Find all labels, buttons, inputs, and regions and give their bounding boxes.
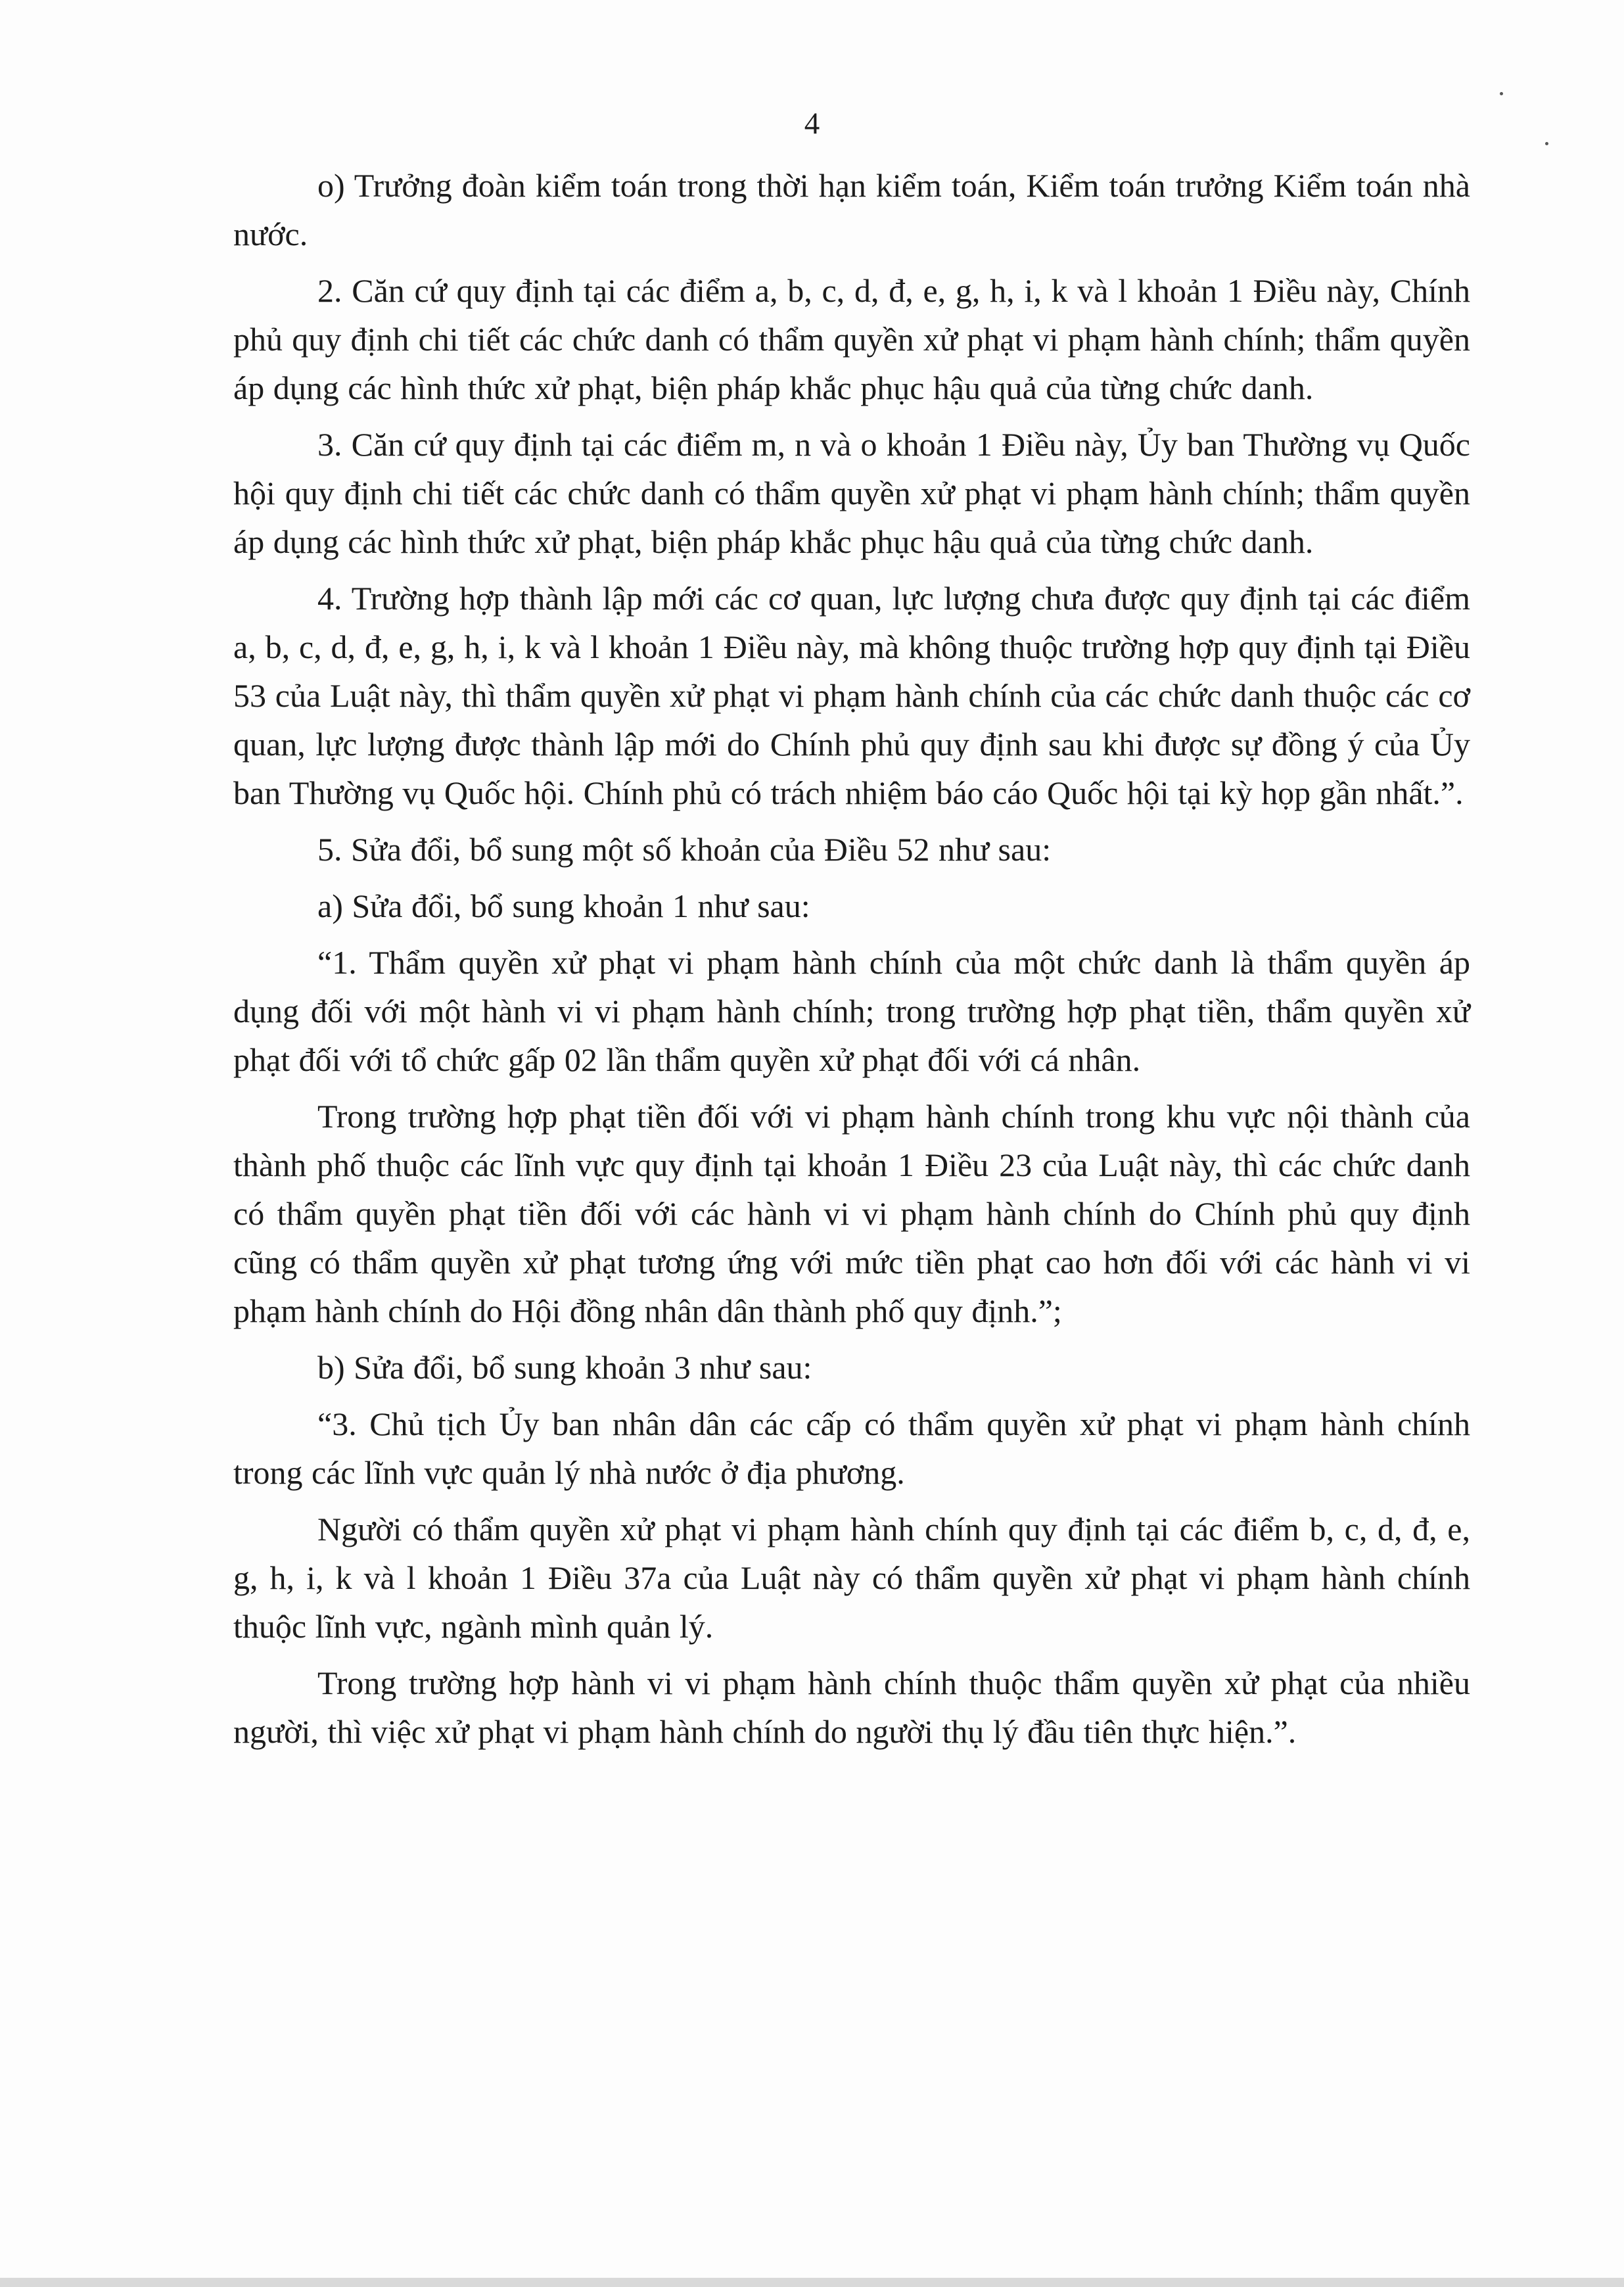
- paragraph-item-5: 5. Sửa đổi, bổ sung một số khoản của Điều 52 như sau:: [317, 831, 1052, 868]
- page-number: 4: [804, 106, 820, 141]
- scan-speck: [1545, 142, 1548, 145]
- paragraph-first-handler: Trong trường hợp hành vi vi phạm hành chính thuộc thẩm quyền xử phạt của nhiều người, thì việc xử phạt vi phạm hành chính do người thụ lý đầu tiên thực hiện.”.: [233, 1664, 1470, 1750]
- paragraph-fine-urban: Trong trường hợp phạt tiền đối với vi phạm hành chính trong khu vực nội thành của thành phố thuộc các lĩnh vực quy định tại khoản 1 Điều 23 của Luật này, thì các chức danh có thẩm quyền phạt tiền đối với các hành vi vi phạm hành chính do Chính phủ quy định cũng có thẩm quyền xử phạt tương ứng với mức tiền phạt cao hơn đối với các hành vi vi phạm hành chính do Hội đồng nhân dân thành phố quy định.”;: [233, 1098, 1470, 1329]
- paragraph-clause-o: o) Trưởng đoàn kiểm toán trong thời hạn kiểm toán, Kiểm toán trưởng Kiểm toán nhà nước.: [233, 167, 1470, 252]
- paragraph-item-4: 4. Trường hợp thành lập mới các cơ quan, lực lượng chưa được quy định tại các điểm a, b, c, d, đ, e, g, h, i, k và l khoản 1 Điều này, mà không thuộc trường hợp quy định tại Điều 53 của Luật này, thì thẩm quyền xử phạt vi phạm hành chính của các chức danh thuộc các cơ quan, lực lượng được thành lập mới do Chính phủ quy định sau khi được sự đồng ý của Ủy ban Thường vụ Quốc hội. Chính phủ có trách nhiệm báo cáo Quốc hội tại kỳ họp gần nhất.”.: [233, 580, 1470, 811]
- scan-speck: [1500, 92, 1503, 95]
- scan-bottom-edge: [0, 2278, 1624, 2287]
- paragraph-point-b: b) Sửa đổi, bổ sung khoản 3 như sau:: [317, 1349, 812, 1386]
- document-body: [233, 161, 1470, 1756]
- paragraph-item-3: 3. Căn cứ quy định tại các điểm m, n và o khoản 1 Điều này, Ủy ban Thường vụ Quốc hội quy định chi tiết các chức danh có thẩm quyền xử phạt vi phạm hành chính; thẩm quyền áp dụng các hình thức xử phạt, biện pháp khắc phục hậu quả của từng chức danh.: [233, 426, 1470, 560]
- paragraph-quoted-clause-1: “1. Thẩm quyền xử phạt vi phạm hành chính của một chức danh là thẩm quyền áp dụng đối với một hành vi vi phạm hành chính; trong trường hợp phạt tiền, thẩm quyền xử phạt đối với tổ chức gấp 02 lần thẩm quyền xử phạt đối với cá nhân.: [233, 944, 1470, 1078]
- paragraph-item-2: 2. Căn cứ quy định tại các điểm a, b, c, d, đ, e, g, h, i, k và l khoản 1 Điều này, Chính phủ quy định chi tiết các chức danh có thẩm quyền xử phạt vi phạm hành chính; thẩm quyền áp dụng các hình thức xử phạt, biện pháp khắc phục hậu quả của từng chức danh.: [233, 272, 1470, 406]
- paragraph-article-37a: Người có thẩm quyền xử phạt vi phạm hành chính quy định tại các điểm b, c, d, đ, e, g, h, i, k và l khoản 1 Điều 37a của Luật này có thẩm quyền xử phạt vi phạm hành chính thuộc lĩnh vực, ngành mình quản lý.: [233, 1511, 1470, 1645]
- paragraph-point-a: a) Sửa đổi, bổ sung khoản 1 như sau:: [317, 887, 810, 924]
- paragraph-quoted-clause-3: “3. Chủ tịch Ủy ban nhân dân các cấp có thẩm quyền xử phạt vi phạm hành chính trong các lĩnh vực quản lý nhà nước ở địa phương.: [233, 1405, 1470, 1491]
